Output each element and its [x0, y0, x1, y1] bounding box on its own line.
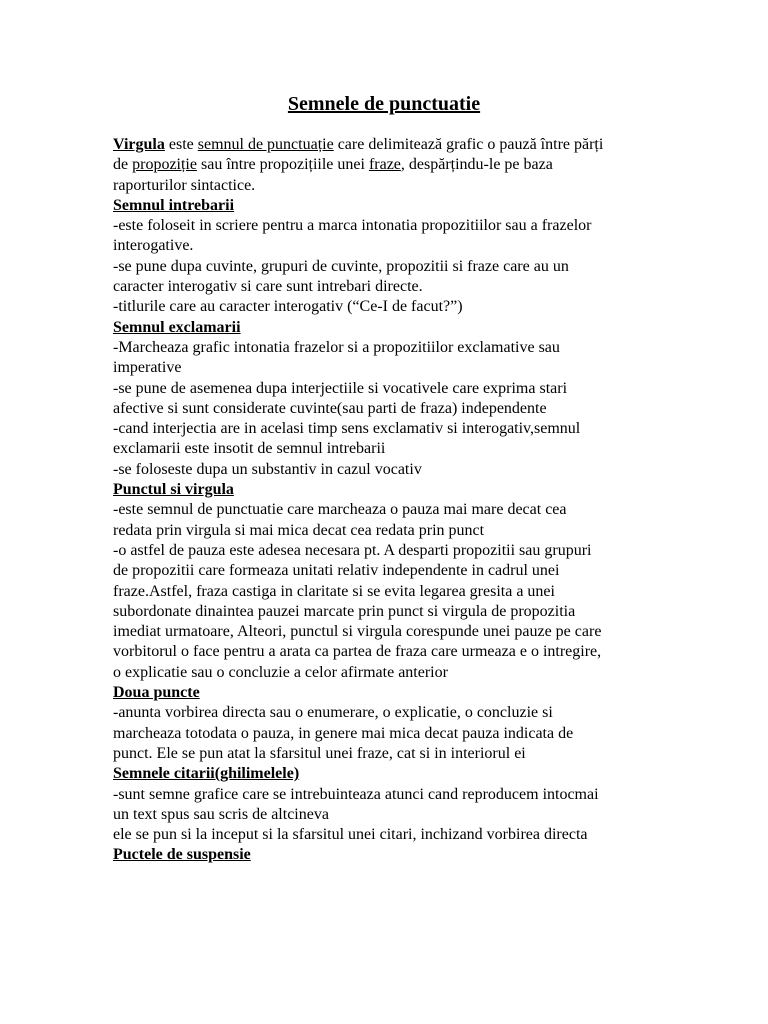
section-heading: Doua puncte — [113, 684, 200, 702]
link-propozitie[interactable]: propoziție — [132, 156, 197, 174]
section-text-line: exclamarii este insotit de semnul intrebarii — [113, 440, 386, 458]
section-heading: Semnul intrebarii — [113, 196, 235, 214]
intro-text: este — [164, 136, 198, 153]
section-text-line: caracter interogativ si care sunt intrebari directe. — [113, 278, 423, 296]
section-text-line: afective si sunt considerate cuvinte(sau parti de fraza) independente — [113, 399, 547, 417]
section — [113, 318, 661, 480]
section-heading: Semnele citarii(ghilimelele) — [113, 765, 300, 783]
sections-container — [113, 196, 661, 866]
section-text-line: -se foloseste dupa un substantiv in cazul vocativ — [113, 460, 422, 478]
section — [113, 683, 661, 764]
section-text-line: -titlurile care au caracter interogativ (“Ce-I de facut?”) — [113, 298, 463, 316]
section-text-line: -sunt semne grafice care se intrebuinteaza atunci cand reproducem intocmai — [113, 785, 599, 803]
section — [113, 845, 661, 865]
section-text-line: -cand interjectia are in acelasi timp sens exclamativ si interogativ,semnul — [113, 420, 581, 438]
intro-paragraph — [113, 135, 661, 196]
section-heading: Punctul si virgula — [113, 481, 234, 499]
section-text-line: ele se pun si la inceput si la sfarsitul unei citari, inchizand vorbirea directa — [113, 826, 588, 844]
section-text-line: vorbitorul o face pentru a arata ca partea de fraza care urmeaza e o intregire, — [113, 643, 602, 661]
link-fraze[interactable]: fraze — [368, 156, 401, 174]
section-text-line: marcheaza totodata o pauza, in genere mai mica decat pauza indicata de — [113, 724, 574, 742]
section-text-line: redata prin virgula si mai mica decat cea redata prin punct — [113, 521, 485, 539]
section-text-line: -este semnul de punctuatie care marcheaza o pauza mai mare decat cea — [113, 501, 567, 519]
section-text-line: de propozitii care formeaza unitati relativ independente in cadrul unei — [113, 562, 560, 580]
intro-line-2 — [113, 155, 661, 175]
section-text-line: -anunta vorbirea directa sau o enumerare, o explicatie, o concluzie si — [113, 704, 553, 722]
intro-text: de — [113, 156, 133, 174]
section-heading: Semnul exclamarii — [113, 318, 241, 336]
page-title: Semnele de punctuatie — [287, 93, 481, 115]
section-text-line: -se pune de asemenea dupa interjectiile si vocativele care exprima stari — [113, 379, 568, 397]
section — [113, 480, 661, 683]
section-text-line: imperative — [113, 359, 182, 377]
section-text-line: -o astfel de pauza este adesea necesara pt. A desparti propozitii sau grupuri — [113, 541, 592, 559]
term-virgula: Virgula — [113, 136, 165, 153]
intro-line-1 — [113, 135, 661, 155]
intro-line-3: raporturilor sintactice. — [113, 176, 256, 194]
section-text-line: subordonate dinaintea pauzei marcate prin punct si virgula de propozitia — [113, 602, 576, 620]
section-text-line: -este foloseit in scriere pentru a marca intonatia propozitiilor sau a frazelor — [113, 217, 592, 235]
intro-text: care delimitează grafic o pauză între părți — [333, 136, 604, 153]
section — [113, 196, 661, 318]
section-text-line: imediat urmatoare, Alteori, punctul si virgula corespunde unei pauze pe care — [113, 623, 602, 641]
link-semnul-de-punctuatie[interactable]: semnul de punctuație — [197, 136, 334, 153]
section — [113, 764, 661, 845]
section-text-line: fraze.Astfel, fraza castiga in claritate si se evita legarea gresita a unei — [113, 582, 555, 600]
section-text-line: un text spus sau scris de altcineva — [113, 805, 329, 823]
document-body — [113, 135, 661, 866]
section-text-line: o explicatie sau o concluzie a celor afirmate anterior — [113, 663, 448, 681]
intro-text: , despărțindu-le pe baza — [400, 156, 553, 174]
intro-text: sau între propozițiile unei — [196, 156, 369, 174]
section-text-line: punct. Ele se pun atat la sfarsitul unei fraze, cat si in interiorul ei — [113, 744, 526, 762]
section-text-line: interogative. — [113, 237, 194, 255]
section-heading: Puctele de suspensie — [113, 846, 251, 864]
section-text-line: -Marcheaza grafic intonatia frazelor si a propozitiilor exclamative sau — [113, 338, 560, 356]
section-text-line: -se pune dupa cuvinte, grupuri de cuvinte, propozitii si fraze care au un — [113, 257, 569, 275]
